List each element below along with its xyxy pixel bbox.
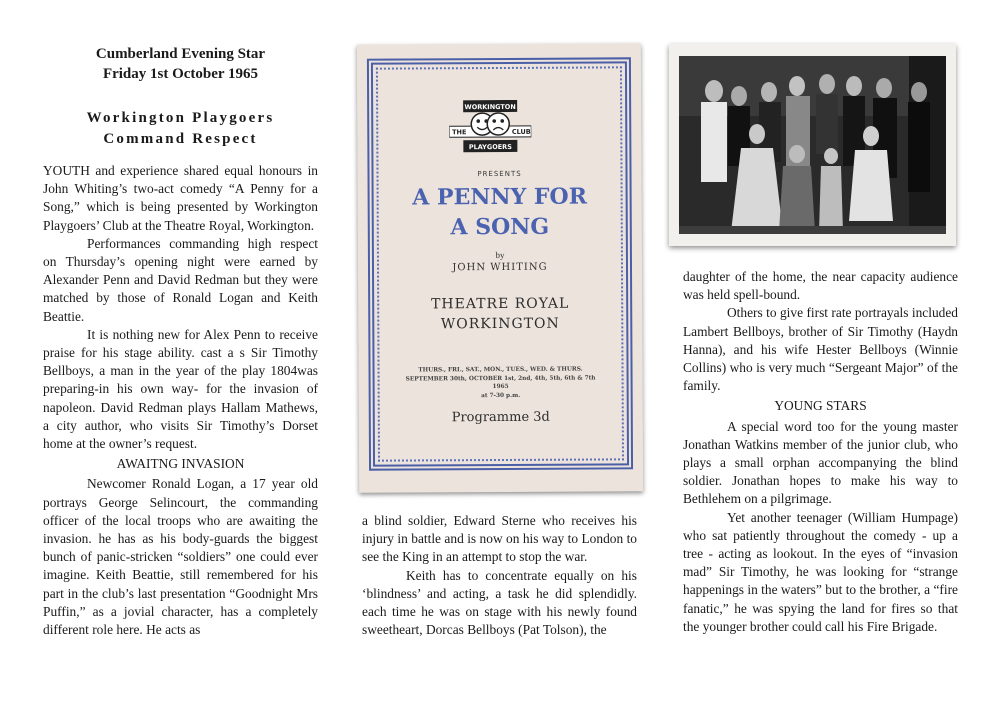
cast-photo xyxy=(669,44,956,246)
paragraph: YOUTH and experience shared equal honours in John Whiting’s two-act comedy “A Penny for a Song,” which is being presented by Workington Playgoers’ Club at the Theatre Royal, Workington. xyxy=(43,163,318,233)
logo-left-text: THE xyxy=(452,128,467,137)
show-title xyxy=(358,181,642,242)
subheading: AWAITNG INVASION xyxy=(116,456,245,472)
logo-bottom-text: PLAYGOERS xyxy=(468,142,512,152)
dates-line: 1965 xyxy=(492,383,509,391)
tragedy-mask-icon xyxy=(487,113,509,135)
headline-line-2: Command Respect xyxy=(103,131,258,147)
logo-top-text: WORKINGTON xyxy=(464,102,516,112)
venue-line-1: THEATRE ROYAL xyxy=(431,295,570,313)
paragraph: Others to give first rate portrayals included Lambert Bellboys, brother of Sir Timothy (Haydn Hanna), and his wife Hester Bellboys (Winnie Collins) who is very much “Sergeant Major” of the family. xyxy=(683,305,958,394)
newspaper-name: Cumberland Evening Star xyxy=(95,46,266,62)
paragraph: A special word too for the young master Jonathan Watkins member of the junior club, who plays a small orphan accompanying the blind soldier. Jonathan hopes to make his way to Bethlehem on a pilgrimage. xyxy=(683,418,958,507)
paragraph: Keith has to concentrate equally on his ‘blindness’ and acting, a task he did splendidly. each time he was on stage with his newly found sweetheart, Dorcas Bellboys (Pat Tolson), the xyxy=(362,567,637,638)
paragraph: a blind soldier, Edward Sterne who receives his injury in battle and is now on his way to London to see the King in an attempt to stop the war. xyxy=(362,513,637,565)
paragraph: Performances commanding high respect on Thursday’s opening night were earned by Alexander Penn and David Redman but they were matched by those of Ronald Logan and Keith Beattie. xyxy=(43,235,318,324)
performance-dates xyxy=(373,365,629,400)
venue xyxy=(358,293,642,334)
author-name: JOHN WHITING xyxy=(452,261,548,274)
show-title-line-2: A SONG xyxy=(450,213,550,241)
dates-line: SEPTEMBER 30th, OCTOBER 1st, 2nd, 4th, 5th, 6th & 7th xyxy=(405,375,596,382)
publication-date: Friday 1st October 1965 xyxy=(102,66,259,82)
cast-group-photo xyxy=(679,56,946,234)
show-title-line-1: A PENNY FOR xyxy=(412,183,588,211)
programme-price: Programme 3d xyxy=(451,409,550,426)
presents-text: PRESENTS xyxy=(477,169,522,179)
subheading: YOUNG STARS xyxy=(774,398,867,414)
dates-line: at 7-30 p.m. xyxy=(481,392,521,399)
logo-right-text: CLUB xyxy=(511,127,531,136)
masthead xyxy=(43,44,318,84)
headline-line-1: Workington Playgoers xyxy=(86,110,275,126)
article-column-1 xyxy=(43,162,318,639)
article-column-2 xyxy=(362,512,637,639)
article-column-3 xyxy=(683,268,958,636)
paragraph: daughter of the home, the near capacity audience was held spell-bound. xyxy=(683,269,958,303)
article-headline xyxy=(43,108,318,150)
paragraph: Yet another teenager (William Humpage) who sat patiently throughout the comedy - up a tree - acting as lookout. In the eyes of “invasion mad” Sir Timothy, he was looking for “strange happenings in the waters” but to the brother, a “fire fanatic,” he was spying the land for fires so that the younger brother could call his Fire Brigade. xyxy=(683,509,958,634)
venue-line-2: WORKINGTON xyxy=(440,315,560,333)
dates-line: THURS., FRI., SAT., MON., TUES., WED. & THURS. xyxy=(418,366,583,374)
playgoers-club-logo xyxy=(449,100,531,156)
paragraph: It is nothing new for Alex Penn to receive praise for his stage ability. cast a s Sir Timothy Bellboys, a man in the year of the play 1804was preparing-in his own way- for the invasion of napoleon. David Redman plays Hallam Mathews, a city author, who visits Sir Timothy’s Dorset home at the owner’s request. xyxy=(43,326,318,452)
paragraph: Newcomer Ronald Logan, a 17 year old portrays George Selincourt, the commanding officer of the local troops who are awaiting the invasion. he has as his body-guards the biggest bunch of panic-stricken “soldiers” one could ever imagine. Keith Beattie, still remembered for his part in the club’s last presentation “Goodnight Mrs Puffin,” as a jovial character, has a completely different role here. He acts as xyxy=(43,476,318,638)
by-text: by xyxy=(495,249,505,261)
programme-cover-image xyxy=(357,43,643,492)
